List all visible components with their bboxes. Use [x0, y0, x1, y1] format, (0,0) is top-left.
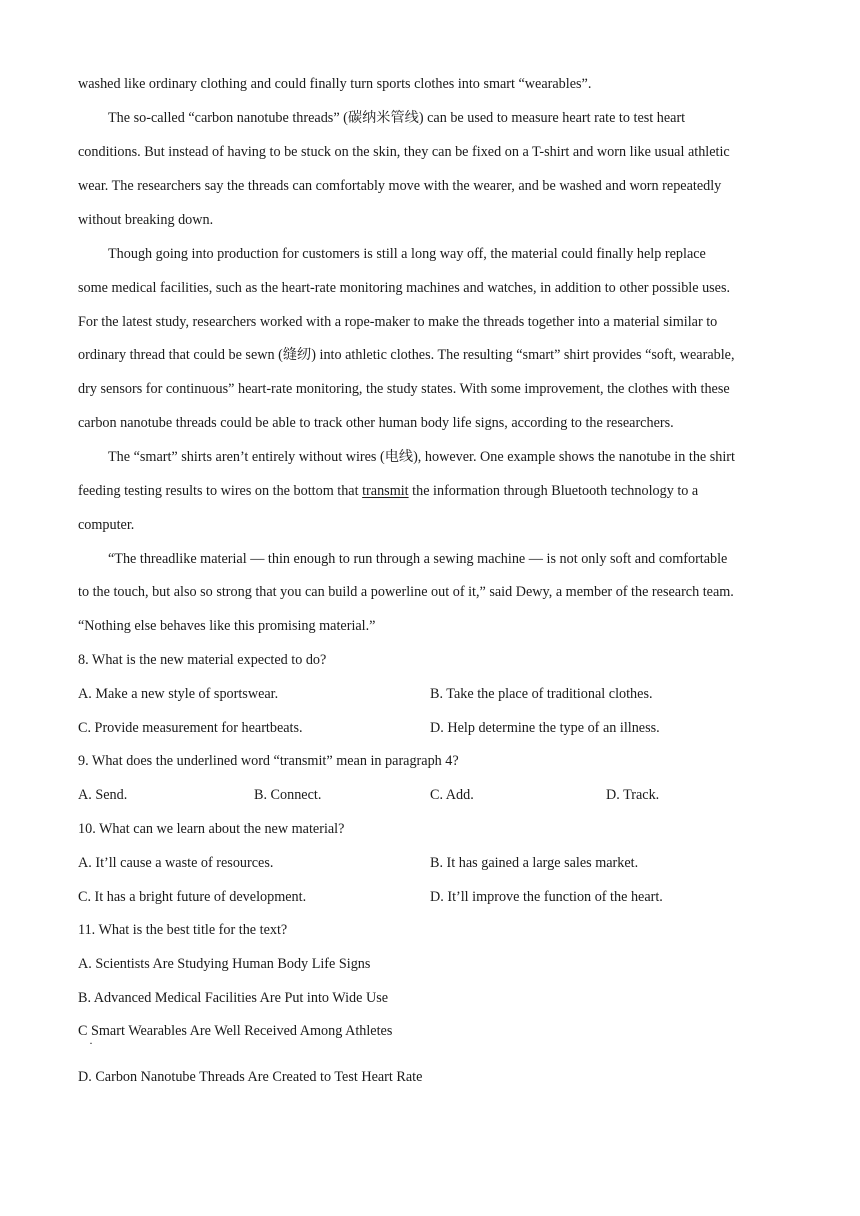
passage-line: without breaking down.: [78, 212, 214, 228]
passage-text: the information through Bluetooth technology to a: [408, 483, 699, 499]
passage-line: Though going into production for customers is still a long way off, the material could finally help replace: [108, 246, 706, 262]
passage-line: wear. The researchers say the threads can comfortably move with the wearer, and be washed and worn repeatedly: [78, 178, 722, 194]
question-8-option-d: D. Help determine the type of an illness.: [430, 720, 660, 736]
question-8-option-a: A. Make a new style of sportswear.: [78, 686, 279, 702]
passage-line: “The threadlike material — thin enough to run through a sewing machine — is not only soft and comfortable: [108, 551, 728, 567]
passage-line: computer.: [78, 517, 135, 533]
question-10-option-b: B. It has gained a large sales market.: [430, 855, 639, 871]
stray-dot-mark: ·: [89, 1036, 93, 1050]
question-11-option-c: C Smart Wearables Are Well Received Among Athletes: [78, 1023, 393, 1039]
question-9-stem: 9. What does the underlined word “transmit” mean in paragraph 4?: [78, 753, 459, 769]
passage-line: [78, 482, 698, 500]
passage-line: carbon nanotube threads could be able to track other human body life signs, according to the researchers.: [78, 415, 674, 431]
passage-line: For the latest study, researchers worked with a rope-maker to make the threads together into a material similar to: [78, 314, 718, 330]
question-8-option-c: C. Provide measurement for heartbeats.: [78, 720, 303, 736]
question-11-option-b: B. Advanced Medical Facilities Are Put into Wide Use: [78, 990, 389, 1006]
passage-line: dry sensors for continuous” heart-rate monitoring, the study states. With some improvement, the clothes with these: [78, 381, 730, 397]
passage-line: some medical facilities, such as the heart-rate monitoring machines and watches, in addition to other possible uses.: [78, 280, 731, 296]
question-8-stem: 8. What is the new material expected to do?: [78, 652, 327, 668]
passage-line: The so-called “carbon nanotube threads” (碳纳米管线) can be used to measure heart rate to test heart: [108, 110, 686, 126]
passage-line: conditions. But instead of having to be stuck on the skin, they can be fixed on a T-shirt and worn like usual athletic: [78, 144, 730, 160]
question-9-option-b: B. Connect.: [254, 787, 322, 803]
passage-text: feeding testing results to wires on the bottom that: [78, 483, 363, 499]
question-9-option-d: D. Track.: [606, 787, 660, 803]
question-11-option-a: A. Scientists Are Studying Human Body Life Signs: [78, 956, 371, 972]
question-10-option-d: D. It’ll improve the function of the heart.: [430, 889, 663, 905]
question-11-option-d: D. Carbon Nanotube Threads Are Created to Test Heart Rate: [78, 1069, 423, 1085]
question-10-option-c: C. It has a bright future of development.: [78, 889, 307, 905]
passage-line: washed like ordinary clothing and could finally turn sports clothes into smart “wearables”.: [78, 76, 592, 92]
passage-line: “Nothing else behaves like this promising material.”: [78, 618, 376, 634]
question-9-option-a: A. Send.: [78, 787, 128, 803]
passage-line: to the touch, but also so strong that you can build a powerline out of it,” said Dewy, a member of the research team.: [78, 584, 734, 600]
question-9-option-c: C. Add.: [430, 787, 474, 803]
question-10-option-a: A. It’ll cause a waste of resources.: [78, 855, 274, 871]
passage-line: The “smart” shirts aren’t entirely without wires (电线), however. One example shows the nanotube in the shirt: [108, 449, 735, 465]
question-11-stem: 11. What is the best title for the text?: [78, 922, 288, 938]
question-10-stem: 10. What can we learn about the new material?: [78, 821, 345, 837]
underlined-word-transmit: transmit: [362, 483, 409, 499]
question-8-option-b: B. Take the place of traditional clothes.: [430, 686, 653, 702]
passage-line: ordinary thread that could be sewn (缝纫) into athletic clothes. The resulting “smart” shirt provides “soft, wearable,: [78, 347, 735, 363]
